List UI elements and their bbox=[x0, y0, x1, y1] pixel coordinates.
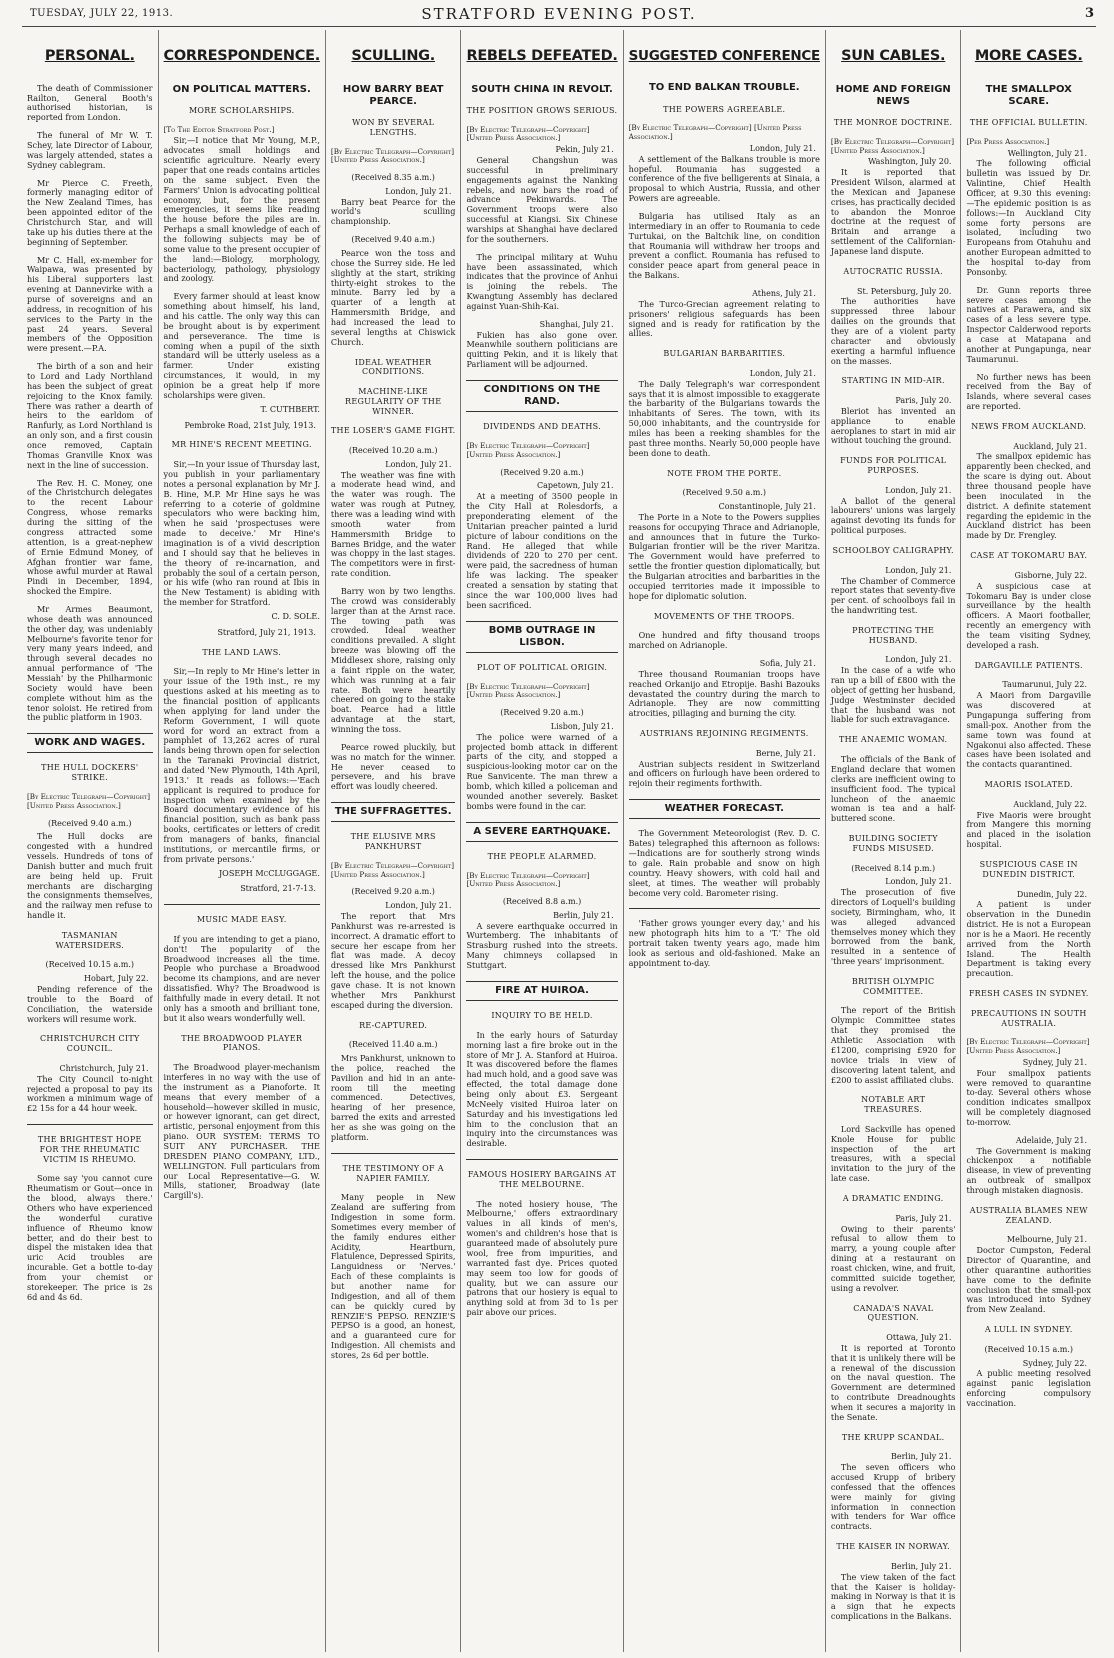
article-kicker: NEWS FROM AUCKLAND. bbox=[971, 421, 1087, 431]
dateline: Capetown, July 21. bbox=[537, 481, 614, 491]
newspaper-columns bbox=[22, 30, 1096, 1652]
article-kicker: TASMANIAN WATERSIDERS. bbox=[55, 930, 125, 950]
article-kicker: NOTABLE ART TREASURES. bbox=[861, 1095, 926, 1115]
dateline: London, July 21. bbox=[885, 565, 952, 575]
news-paragraph: A patient is under observation in the Dunedin district. He is not a European nor is he a Maori. He recently arrived from the North Island. The Health Department is taking every precaution. bbox=[966, 899, 1091, 979]
received-time: (Received 9.50 a.m.) bbox=[682, 488, 767, 498]
dateline: Berlin, July 21. bbox=[890, 1561, 952, 1571]
news-paragraph: The Chamber of Commerce report states that seventy-five per cent. of schoolboys fail in the handwriting test. bbox=[830, 575, 956, 616]
news-paragraph: The view taken of the fact that the Kaiser is holiday-making in Norway is that it is a sign that he expects complications in the Balkans. bbox=[830, 1571, 956, 1622]
article-kicker: THE ELUSIVE MRS PANKHURST bbox=[350, 832, 436, 852]
wire-credit: [By Electric Telegraph—Copyright] [United Press Association.] bbox=[466, 870, 590, 889]
article-kicker: DARGAVILLE PATIENTS. bbox=[974, 660, 1083, 670]
article-kicker: THE POWERS AGREEABLE. bbox=[663, 104, 786, 114]
news-paragraph: In the early hours of Saturday morning last a fire broke out in the store of Mr J. A. Stanford at Huiroa. It was discovered before the flames had much hold, and a good save was effected, the total damage done being only about £3. Sergeant McNeely visited Huiroa later on Saturday and his investigations led him to the conclusion that an inquiry into the circumstances was desirable. bbox=[466, 1029, 618, 1149]
news-paragraph: The Government Meteorologist (Rev. D. C. Bates) telegraphed this afternoon as follows:—Indications are for southerly strong winds to gale. Rain probable and snow on high country. Heavy showers, with cold hail and sleet, at times. The weather will probably become very cold. Barometer rising. bbox=[628, 828, 820, 898]
advert-heading: THE BRIGHTEST HOPE FOR THE RHEUMATIC VICTIM IS RHEUMO. bbox=[37, 1135, 142, 1164]
article-kicker: A LULL IN SYDNEY. bbox=[984, 1325, 1073, 1335]
news-paragraph: It is reported that President Wilson, alarmed at the Mexican and Japanese crises, has practically decided to abandon the Monroe doctrine at the request of Britain and arrange a settlement of the Californian-Japanese land dispute. bbox=[830, 167, 956, 256]
divider bbox=[331, 1153, 456, 1154]
advert-paragraph: Many people in New Zealand are suffering from Indigestion in some form. Sometimes every member of the family endures either Acidity, Heartburn, Flatulence, Depressed Spirits, Languidness or 'Nerves.' Each of these complaints is but another name for Indigestion, and all of them can be quickly cured by RENZIE'S PEPSO. RENZIE'S PEPSO is a good, an honest, and a guaranteed cure for Indigestion. All chemists and stores, 2s 6d per bottle. bbox=[330, 1192, 456, 1361]
news-paragraph: Five Maoris were brought from Mangere this morning and placed in the isolation hospital. bbox=[966, 809, 1091, 850]
divider bbox=[27, 1124, 153, 1125]
letter-date: Stratford, July 21, 1913. bbox=[217, 627, 316, 637]
letter-date: Stratford, 21-7-13. bbox=[240, 884, 316, 894]
column-heading: REBELS DEFEATED. bbox=[466, 48, 618, 64]
letter-signature: JOSEPH McCLUGGAGE. bbox=[218, 867, 320, 878]
dateline: London, July 21. bbox=[885, 877, 952, 887]
news-paragraph: Barry beat Pearce for the world's sculling championship. bbox=[330, 196, 456, 227]
article-kicker: MR HINE'S RECENT MEETING. bbox=[171, 440, 312, 450]
article-kicker: MORE SCHOLARSHIPS. bbox=[188, 105, 295, 115]
article-kicker: BRITISH OLYMPIC COMMITTEE. bbox=[851, 976, 935, 996]
letter-date: Pembroke Road, 21st July, 1913. bbox=[184, 420, 316, 430]
received-time: (Received 8.35 a.m.) bbox=[351, 173, 435, 183]
news-paragraph: The Daily Telegraph's war correspondent says that it is almost impossible to exaggerate the barbarity of the Bulgarians towards the inhabitants of Seres. The town, with its 50,000 inhabitants, and the countryside for miles has been a reeking shambles for the past three months. Nearly 50,000 people have been done to death. bbox=[628, 378, 820, 458]
dateline: Taumarunui, July 22. bbox=[1002, 680, 1087, 690]
section-heading: A SEVERE EARTHQUAKE. bbox=[466, 822, 617, 842]
section-heading: TO END BALKAN TROUBLE. bbox=[648, 82, 800, 94]
article-kicker: THE LAND LAWS. bbox=[202, 647, 282, 657]
article-kicker: MAORIS ISOLATED. bbox=[984, 780, 1073, 790]
article-kicker: FUNDS FOR POLITICAL PURPOSES. bbox=[840, 456, 947, 476]
article-kicker: PLOT OF POLITICAL ORIGIN. bbox=[476, 662, 608, 672]
advert-heading: FAMOUS HOSIERY BARGAINS AT THE MELBOURNE. bbox=[467, 1170, 617, 1189]
dateline: London, July 21. bbox=[385, 459, 452, 469]
article-kicker: WON BY SEVERAL LENGTHS. bbox=[352, 118, 435, 137]
article-kicker: THE ANAEMIC WOMAN. bbox=[839, 735, 948, 745]
column-more-cases bbox=[960, 30, 1096, 1652]
news-paragraph: The birth of a son and heir to Lord and Lady Northland has been the subject of great rejoicing to the Knox family. There was rather a dearth of heirs to the earldom of Ranfurly, as Lord Northland is an only son, and a first cousin once removed, Captain Thomas Granville Knox was next in the line of succession. bbox=[27, 361, 153, 470]
news-paragraph: The smallpox epidemic has apparently been checked, and the scare is dying out. About three thousand people have been inoculated in the district. A definite statement regarding the epidemic in the Auckland district has been made by Dr. Frengley. bbox=[966, 451, 1091, 541]
column-suggested-conference bbox=[623, 30, 825, 1652]
dateline: London, July 21. bbox=[385, 901, 452, 911]
dateline: Adelaide, July 21. bbox=[1015, 1135, 1087, 1145]
advert-paragraph: 'Father grows younger every day,' and his new photograph hits him to a 'T.' The old portrait taken twenty years ago, made him look as serious and old-fashioned. Make an appointment to-day. bbox=[628, 918, 820, 968]
article-kicker: DIVIDENDS AND DEATHS. bbox=[483, 422, 601, 432]
wire-credit: [By Electric Telegraph—Copyright] [United Press Association.] bbox=[466, 441, 590, 459]
article-kicker: INQUIRY TO BE HELD. bbox=[491, 1011, 593, 1021]
advert-heading: MUSIC MADE EASY. bbox=[196, 915, 287, 925]
article-kicker: THE MONROE DOCTRINE. bbox=[833, 118, 953, 128]
dateline: Gisborne, July 22. bbox=[1014, 570, 1087, 580]
masthead bbox=[22, 4, 1096, 27]
news-paragraph: The authorities have suppressed three labour dailies on the grounds that they are of a violent party character and obviously exerting a harmful influence on the masses. bbox=[830, 296, 956, 366]
dateline: London, July 21. bbox=[885, 485, 952, 495]
dateline: Hobart, July 22. bbox=[84, 974, 149, 984]
section-heading: WORK AND WAGES. bbox=[27, 733, 153, 753]
dateline: Paris, July 20. bbox=[895, 396, 952, 406]
article-kicker: MACHINE-LIKE REGULARITY OF THE WINNER. bbox=[345, 387, 442, 416]
section-heading: HOW BARRY BEAT PEARCE. bbox=[342, 83, 444, 107]
article-kicker: IDEAL WEATHER CONDITIONS. bbox=[354, 357, 432, 377]
column-heading: CORRESPONDENCE. bbox=[163, 48, 320, 64]
article-kicker: FRESH CASES IN SYDNEY. bbox=[968, 989, 1089, 999]
article-kicker: MOVEMENTS OF THE TROOPS. bbox=[653, 611, 795, 621]
dateline: Washington, July 20. bbox=[868, 157, 952, 167]
dateline: Christchurch, July 21. bbox=[59, 1063, 149, 1073]
letter-paragraph: Every farmer should at least know something about himself, his land, and his cattle. The only way this can be brought about is by experiment and perseverance. The time is coming when a pupil of the sixth standard will be utterly useless as a farmer. Under existing circumstances, it would, in my opinion be a great help if more scholarships were given. bbox=[163, 291, 320, 400]
article-kicker: BUILDING SOCIETY FUNDS MISUSED. bbox=[848, 834, 938, 853]
newspaper-title: STRATFORD EVENING POST. bbox=[421, 5, 697, 23]
section-heading: SOUTH CHINA IN REVOLT. bbox=[471, 83, 613, 95]
column-heading: PERSONAL. bbox=[44, 48, 135, 64]
letter-signature: C. D. SOLE. bbox=[271, 611, 320, 621]
dateline: Sydney, July 21. bbox=[1022, 1057, 1087, 1067]
news-paragraph: A severe earthquake occurred in Wurtemberg. The inhabitants of Strasburg rushed into the streets. Many chimneys collapsed in Stuttgart. bbox=[466, 920, 618, 971]
wire-credit: [Per Press Association.] bbox=[966, 136, 1050, 146]
section-heading: CONDITIONS ON THE RAND. bbox=[466, 380, 617, 412]
wire-credit: [By Electric Telegraph—Copyright] [United Press Association.] bbox=[330, 146, 454, 165]
issue-date: TUESDAY, JULY 22, 1913. bbox=[30, 8, 174, 19]
article-kicker: AUSTRALIA BLAMES NEW ZEALAND. bbox=[969, 1205, 1088, 1225]
article-kicker: THE PEOPLE ALARMED. bbox=[487, 851, 597, 861]
dateline: Paris, July 21. bbox=[895, 1213, 952, 1223]
dateline: London, July 21. bbox=[749, 143, 816, 153]
dateline: Shanghai, July 21. bbox=[539, 319, 614, 329]
column-rebels-defeated bbox=[460, 30, 622, 1652]
article-kicker: CASE AT TOKOMARU BAY. bbox=[970, 551, 1088, 561]
dateline: Berne, July 21. bbox=[755, 748, 816, 758]
wire-credit: [By Electric Telegraph—Copyright] [United Press Association.] bbox=[330, 860, 454, 879]
received-time: (Received 8.8 a.m.) bbox=[502, 897, 582, 907]
article-kicker: BULGARIAN BARBARITIES. bbox=[663, 349, 786, 359]
news-paragraph: The Turco-Grecian agreement relating to prisoners' religious safeguards has been signed and is ready for ratification by the allies. bbox=[628, 298, 820, 339]
news-paragraph: No further news has been received from the Bay of Islands, where several cases are reported. bbox=[966, 371, 1091, 412]
news-paragraph: Pending reference of the trouble to the Board of Conciliation, the waterside workers will resume work. bbox=[27, 983, 153, 1024]
advert-heading: THE TESTIMONY OF A NAPIER FAMILY. bbox=[342, 1163, 444, 1183]
news-paragraph: Three thousand Roumanian troops have reached Orkanijo and Etropije. Bashi Bazouks devastated the country during the march to Adrianople. They are now committing atrocities, pillaging and burning the city. bbox=[628, 668, 820, 719]
news-paragraph: The following official bulletin was issued by Dr. Valintine, Chief Health Officer, at 9.30 this evening:—The epidemic position is as follows:—In Auckland City some forty persons are isolated, including two Europeans from Otahuhu and another European admitted to the hospital to-day from Ponsonby. bbox=[966, 158, 1091, 277]
received-time: (Received 11.40 a.m.) bbox=[348, 1040, 438, 1050]
news-paragraph: Fukien has also gone over. Meanwhile southern politicians are quitting Pekin, and it is likely that Parliament will be adjourned. bbox=[466, 329, 618, 370]
news-paragraph: Doctor Cumpston, Federal Director of Quarantine, and other quarantine authorities have come to the definite conclusion that the small-pox was introduced into Sydney from New Zealand. bbox=[966, 1245, 1091, 1315]
article-kicker: CANADA'S NAVAL QUESTION. bbox=[853, 1303, 934, 1323]
article-kicker: NOTE FROM THE PORTE. bbox=[667, 468, 782, 478]
received-time: (Received 8.14 p.m.) bbox=[851, 863, 936, 873]
dateline: Dunedin, July 22. bbox=[1016, 889, 1087, 899]
dateline: Wellington, July 21. bbox=[1007, 148, 1087, 158]
wire-credit: [By Electric Telegraph—Copyright] [United Press Association.] bbox=[466, 681, 590, 700]
column-heading: MORE CASES. bbox=[974, 48, 1083, 64]
article-kicker: CHRISTCHURCH CITY COUNCIL. bbox=[39, 1034, 140, 1054]
dateline: Sydney, July 22. bbox=[1022, 1358, 1087, 1368]
dateline: London, July 21. bbox=[749, 368, 816, 378]
advert-paragraph: Some say 'you cannot cure Rheumatism or Gout—once in the blood, always there.' Others who have experienced the wonderful curative influence of Rheumo know better, and do their best to dispel the mistaken idea that uric Acid troubles are incurable. Get a bottle to-day from your chemist or storekeeper. The price is 2s 6d and 4s 6d. bbox=[27, 1173, 153, 1302]
news-paragraph: It is reported at Toronto that it is unlikely there will be a renewal of the discussion on the naval question. The Government are determined to contribute Dreadnoughts when it secures a majority in the Senate. bbox=[830, 1342, 956, 1422]
article-kicker: STARTING IN MID-AIR. bbox=[841, 376, 945, 386]
dateline: Berlin, July 21. bbox=[553, 910, 614, 920]
received-time: (Received 9.20 a.m.) bbox=[500, 708, 584, 718]
news-paragraph: The Rev. H. C. Money, one of the Christchurch delegates to the recent Labour Congress, whose remarks during the sitting of the congress attracted some attention, is a great-nephew of Ernie Edmund Money, of Afghan frontier war fame, whose awful murder at Rawal Pindi in December, 1894, shocked the Empire. bbox=[27, 477, 153, 597]
article-kicker: THE KRUPP SCANDAL. bbox=[841, 1432, 945, 1442]
wire-credit: [By Electric Telegraph—Copyright] [United Press Association.] bbox=[628, 123, 802, 142]
letter-paragraph: Sir,—In your issue of Thursday last, you publish in your parliamentary notes a personal explanation by Mr J. B. Hine, M.P. Mr Hine says he was referring to a coterie of goldmine speculators who were backing him, when he said 'prospectuses were made to deceive.' Mr Hine's imagination is of a vivid description and I should say that he believes in the theory of re-incarnation, and probably the soul of a certain person, or his wife (who ran round at Ibis in the New Testament) is abiding with the member for Stratford. bbox=[163, 459, 320, 608]
received-time: (Received 9.20 a.m.) bbox=[500, 467, 584, 477]
letter-paragraph: Sir,—I notice that Mr Young, M.P., advocates small holdings and scientific agriculture. Nearly every paper that one reads contains articles on the same subject. Even the Farmers' Union is advocating political economy, but, for the present emergencies, it seems like reading the house before the piles are in. Perhaps a small knowledge of each of the following subjects may be of some value to the present occupier of the land:—Biology, morphology, bacteriology, pathology, physiology and zoology. bbox=[163, 135, 320, 284]
column-sun-cables bbox=[825, 30, 961, 1652]
news-paragraph: A suspicious case at Tokomaru Bay is under close surveillance by the health officers. A Maori footballer, recently an emergency with the team visiting Sydney, developed a rash. bbox=[966, 580, 1091, 650]
news-paragraph: The report of the British Olympic Committee states that they promised the Athletic Association with £1200, comprising £920 for novice trials in view of discovering latent talent, and £200 to assist affiliated clubs. bbox=[830, 1005, 956, 1085]
dateline: Constantinople, July 21. bbox=[718, 502, 816, 512]
news-paragraph: The officials of the Bank of England declare that women clerks are inefficient owing to insufficient food. The typical luncheon of the anaemic woman is tea and a half-buttered scone. bbox=[830, 754, 956, 824]
news-paragraph: A public meeting resolved against panic legislation enforcing compulsory vaccination. bbox=[966, 1368, 1091, 1409]
news-paragraph: Mr C. Hall, ex-member for Waipawa, was presented by his Liberal supporters last evening at Dannevirke with a purse of sovereigns and an address, in recognition of his services to the Party in the past 24 years. Several members of the Opposition were present.—P.A. bbox=[27, 254, 153, 354]
section-heading: WEATHER FORECAST. bbox=[629, 799, 820, 819]
news-paragraph: General Changshun was successful in preliminary engagements against the Nanking rebels, and now bars the road of advance Pekinwards. The Government troops were also successful at Kiangsi. Six Chinese warships at Shanghai have declared for the southerners. bbox=[466, 154, 618, 244]
news-paragraph: In the case of a wife who ran up a bill of £800 with the object of getting her husband, Judge Westminster decided that the husband was not liable for such extravagance. bbox=[830, 665, 956, 725]
divider bbox=[164, 904, 320, 905]
news-paragraph: The police were warned of a projected bomb attack in different parts of the city, and stopped a suspicious-looking motor car on the Rue Sanvicente. The man threw a bomb, which killed a policeman and wounded another severely. Basket bombs were found in the car. bbox=[466, 731, 618, 811]
dateline: London, July 21. bbox=[885, 655, 952, 665]
page-number: 3 bbox=[1084, 6, 1094, 21]
column-sculling bbox=[325, 30, 461, 1652]
news-paragraph: Pearce rowed pluckily, but was no match for the winner. He never ceased to persevere, and his brave effort was loudly cheered. bbox=[330, 741, 456, 792]
news-paragraph: The report that Mrs Pankhurst was re-arrested is incorrect. A dramatic effort to secure her escape from her flat was made. A decoy dressed like Mrs Pankhurst left the house, and the police gave chase. It is not known whether Mrs Pankhurst escaped during the diversion. bbox=[330, 910, 456, 1010]
news-paragraph: A settlement of the Balkans trouble is more hopeful. Roumania has suggested a conference of the five belligerents at Sinaia, a proposal to which Austria, Russia, and other Powers are agreeable. bbox=[628, 153, 820, 204]
advert-paragraph: If you are intending to get a piano, don't! The popularity of the Broadwood increases all the time. People who purchase a Broadwood become its champions, and are never dissatisfied. Why? The Broadwood is faithfully made in every detail. It not only has a smooth and brilliant tone, but it also wears wonderfully well. bbox=[163, 933, 320, 1023]
news-paragraph: Mr Armes Beaumont, whose death was announced the other day, was undeniably Melbourne's favorite tenor for very many years indeed, and through several decades no annual performance of 'The Messiah' by the Philharmonic Society would have been complete without him as the tenor soloist. He retired from the public platform in 1903. bbox=[27, 603, 153, 723]
letter-paragraph: Sir,—In reply to Mr Hine's letter in your issue of the 19th inst., re my questions asked at his meeting as to the financial position of applicants when applying for land under the Reform Government, I will quote word for word an extract from a pamphlet of 13,262 acres of rural lands being thrown open for selection in the Taranaki Provincial district, and dated 'New Plymouth, 14th April, 1913.' It reads as follows:—'Each applicant is required to produce for inspection when examined by the Board documentary evidence of his financial position, such as bank pass books, certificates or letters of credit from managers of banks, financial institutions, or mercantile firms, or from private persons.' bbox=[163, 666, 320, 864]
news-paragraph: At a meeting of 3500 people in the City Hall at Rolesdorfs, a preponderating element of the Unitarian preacher painted a lurid picture of labour conditions on the Rand. He alleged that while dividends of 220 to 270 per cent. were paid, the sacredness of human life was lacking. The speaker created a sensation by stating that since the war 100,000 lives had been sacrificed. bbox=[466, 491, 618, 610]
received-time: (Received 9.40 a.m.) bbox=[48, 818, 132, 828]
news-paragraph: Bulgaria has utilised Italy as an intermediary in an offer to Roumania to cede Turtukai, on the Baltchik line, on condition that Roumania will withdraw her troops and prevent a conflict. Roumania has refused to consider peace apart from general peace in the Balkans. bbox=[628, 211, 820, 281]
letter-address: [To The Editor Stratford Post.] bbox=[163, 124, 275, 134]
dateline: Auckland, July 21. bbox=[1013, 441, 1087, 451]
news-paragraph: The Government is making chickenpox a notifiable disease, in view of preventing an outbreak of smallpox through mistaken diagnosis. bbox=[966, 1145, 1091, 1196]
news-paragraph: The principal military at Wuhu have been assassinated, which indicates that the province of Anhui is joining the rebels. The Kwangtung Assembly has declared against Yuan-Shih-Kai. bbox=[466, 251, 618, 311]
column-heading: SUN CABLES. bbox=[841, 48, 946, 64]
news-paragraph: The death of Commissioner Railton, General Booth's authorised historian, is reported from London. bbox=[27, 82, 153, 123]
article-kicker: THE KAISER IN NORWAY. bbox=[836, 1542, 951, 1552]
advert-paragraph: The Broadwood player-mechanism interferes in no way with the use of the instrument as a Pianoforte. It means that every member of a household—however skilled in music, or however ignorant, can get direct, artistic, personal enjoyment from this piano. OUR SYSTEM: TERMS TO SUIT ANY PURCHASER. THE DRESDEN PIANO COMPANY, LTD., WELLINGTON. Full particulars from our Local Representative—G. W. Mills, stationer, Broadway (late Cargill's). bbox=[163, 1062, 320, 1201]
article-kicker: AUTOCRATIC RUSSIA. bbox=[843, 266, 943, 276]
section-heading: THE SMALLPOX SCARE. bbox=[985, 83, 1072, 107]
section-heading: ON POLITICAL MATTERS. bbox=[172, 83, 311, 95]
column-personal bbox=[22, 30, 158, 1652]
divider bbox=[629, 908, 820, 909]
advert-heading: THE BROADWOOD PLAYER PIANOS. bbox=[181, 1033, 303, 1053]
news-paragraph: Owing to their parents' refusal to allow them to marry, a young couple after dining at a restaurant on roast chicken, wine, and fruit, committed suicide together, using a revolver. bbox=[830, 1223, 956, 1293]
news-paragraph: The Porte in a Note to the Powers supplies reasons for occupying Thrace and Adrianople, and announces that in future the Turko-Bulgarian frontier will be the river Maritza. The Government would have preferred to settle the frontier question diplomatically, but the Bulgarian atrocities and barbarities in the occupied territories made it impossible to hope for diplomatic solution. bbox=[628, 511, 820, 601]
news-paragraph: The City Council to-night rejected a proposal to pay its workmen a minimum wage of £2 15s for a 44 hour week. bbox=[27, 1073, 153, 1114]
article-kicker: PROTECTING THE HUSBAND. bbox=[852, 625, 935, 645]
advert-paragraph: The noted hosiery house, 'The Melbourne,' offers extraordinary values in all kinds of men's, women's and children's hose that is guaranteed made of absolutely pure wool, free from impurities, and warranted fast dye. Prices quoted may seem too low for goods of quality, but we can assure our patrons that our hosiery is equal to anything sold at from 3d to 1s per pair above our prices. bbox=[466, 1198, 618, 1318]
section-heading: BOMB OUTRAGE IN LISBON. bbox=[466, 621, 617, 653]
article-kicker: THE LOSER'S GAME FIGHT. bbox=[330, 426, 456, 436]
wire-credit: [By Electric Telegraph—Copyright] [United Press Association.] bbox=[830, 136, 955, 155]
news-paragraph: Bleriot has invented an appliance to enable aeroplanes to start in mid air without touching the ground. bbox=[830, 405, 956, 446]
news-paragraph: Austrian subjects resident in Switzerland and officers on furlough have been ordered to rejoin their regiments forthwith. bbox=[628, 758, 820, 789]
article-kicker: THE POSITION GROWS SERIOUS. bbox=[466, 105, 618, 115]
news-paragraph: Pearce won the toss and chose the Surrey side. He led slightly at the start, striking thirty-eight strokes to the minute. Barry led by a quarter of a length at Hammersmith Bridge, and had increased the lead to several lengths at Chiswick Church. bbox=[330, 247, 456, 347]
dateline: Ottawa, July 21. bbox=[886, 1333, 952, 1343]
dateline: Auckland, July 22. bbox=[1013, 799, 1087, 809]
dateline: Sofia, July 21. bbox=[759, 659, 816, 669]
section-heading: FIRE AT HUIROA. bbox=[466, 981, 617, 1001]
news-paragraph: Mr Pierce C. Freeth, formerly managing editor of the New Zealand Times, has been appointed editor of the Christchurch Star, and will take up his duties there at the beginning of September. bbox=[27, 177, 153, 247]
received-time: (Received 9.40 a.m.) bbox=[351, 235, 435, 245]
received-time: (Received 10.15 a.m.) bbox=[984, 1344, 1074, 1354]
news-paragraph: The funeral of Mr W. T. Schey, late Director of Labour, was largely attended, states a Sydney cablegram. bbox=[27, 130, 153, 170]
dateline: Pekin, July 21. bbox=[555, 145, 614, 155]
news-paragraph: Mrs Pankhurst, unknown to the police, reached the Pavilion and hid in an ante-room till the meeting commenced. Detectives, hearing of her presence, barred the exits and arrested her as she was going on the platform. bbox=[330, 1053, 456, 1142]
dateline: Athens, July 21. bbox=[752, 289, 816, 299]
column-heading: SCULLING. bbox=[351, 48, 435, 64]
news-paragraph: The Hull docks are congested with a hundred vessels. Hundreds of tons of Danish butter and much fruit are being held up. Fruit merchants are discharging the consignments themselves, and the railway men refuse to handle it. bbox=[27, 831, 153, 921]
received-time: (Received 9.20 a.m.) bbox=[351, 887, 435, 897]
news-paragraph: The prosecution of five directors of Loquell's building society, Birmingham, who, it was alleged advanced themselves money which they borrowed from the bank, resulted in a sentence of 'three years' imprisonment. bbox=[830, 887, 956, 967]
section-heading: HOME AND FOREIGN NEWS bbox=[835, 83, 951, 107]
dateline: Melbourne, July 21. bbox=[1006, 1235, 1087, 1245]
news-paragraph: Lord Sackville has opened Knole House for public inspection of the art treasures, with a special invitation to the jury of the late case. bbox=[830, 1123, 956, 1184]
divider bbox=[466, 1159, 617, 1160]
dateline: Lisbon, July 21. bbox=[550, 721, 614, 731]
wire-credit: [By Electric Telegraph—Copyright] [United Press Association.] bbox=[27, 791, 151, 810]
dateline: London, July 21. bbox=[385, 186, 452, 196]
wire-credit: [By Electric Telegraph—Copyright] [United Press Association.] bbox=[466, 124, 590, 143]
dateline: Berlin, July 21. bbox=[890, 1452, 952, 1462]
news-paragraph: One hundred and fifty thousand troops marched on Adrianople. bbox=[628, 630, 820, 651]
column-correspondence bbox=[158, 30, 325, 1652]
column-heading: SUGGESTED CONFERENCE bbox=[628, 48, 820, 64]
dateline: St. Petersburg, July 20. bbox=[857, 286, 952, 296]
article-kicker: THE HULL DOCKERS' STRIKE. bbox=[41, 763, 139, 783]
article-kicker: PRECAUTIONS IN SOUTH AUSTRALIA. bbox=[970, 1008, 1087, 1028]
news-paragraph: Dr. Gunn reports three severe cases among the natives at Parawera, and six cases of a less severe type. Inspector Calderwood reports a case at Matapana and another at Pungapunga, near Taumarunui. bbox=[966, 284, 1091, 364]
article-kicker: RE-CAPTURED. bbox=[359, 1020, 428, 1030]
article-kicker: AUSTRIANS REJOINING REGIMENTS. bbox=[639, 729, 809, 739]
news-paragraph: A ballot of the general labourers' unions was largely against devoting its funds for political purposes. bbox=[830, 495, 956, 536]
news-paragraph: A Maori from Dargaville was discovered at Pungapunga suffering from small-pox. Another from the same town was found at Ngakonui also affected. These cases have been isolated and the contacts quarantined. bbox=[966, 690, 1091, 770]
letter-signature: T. CUTHBERT. bbox=[260, 403, 320, 414]
wire-credit: [By Electric Telegraph—Copyright] [United Press Association.] bbox=[966, 1037, 1090, 1056]
article-kicker: THE OFFICIAL BULLETIN. bbox=[969, 118, 1088, 128]
news-paragraph: Four smallpox patients were removed to quarantine to-day. Several others whose condition indicates smallpox will be completely diagnosed to-morrow. bbox=[966, 1067, 1091, 1128]
news-paragraph: The weather was fine with a moderate head wind, and the water was rough. The water was rough at Putney, there was a leading wind with smooth water from Hammersmith Bridge to Barnes Bridge, and the water was choppy in the last stages. The competitors were in first-rate condition. bbox=[330, 469, 456, 579]
news-paragraph: The seven officers who accused Krupp of bribery confessed that the offences were mainly for giving information in connection with tenders for War office contracts. bbox=[830, 1462, 956, 1532]
article-kicker: A DRAMATIC ENDING. bbox=[842, 1194, 944, 1204]
news-paragraph: Barry won by two lengths. The crowd was considerably larger than at the Arnst race. The towing path was crowded. Ideal weather conditions prevailed. A slight breeze was blowing off the Middlesex shore, raising only a faint ripple on the water, which was running at a fair rate. Both were heartily cheered on going to the stake boat. Pearce had a little advantage at the start, winning the toss. bbox=[330, 586, 456, 735]
received-time: (Received 10.15 a.m.) bbox=[45, 960, 135, 970]
section-heading: THE SUFFRAGETTES. bbox=[331, 802, 456, 822]
article-kicker: SUSPICIOUS CASE IN DUNEDIN DISTRICT. bbox=[979, 860, 1078, 879]
article-kicker: SCHOOLBOY CALIGRAPHY. bbox=[832, 546, 954, 555]
received-time: (Received 10.20 a.m.) bbox=[348, 446, 438, 456]
